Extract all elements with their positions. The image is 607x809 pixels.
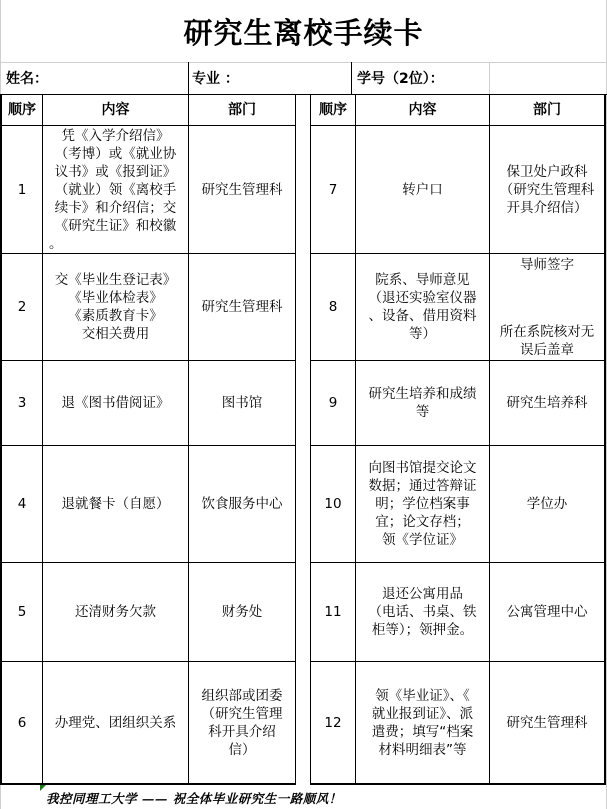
header-content-left: 内容 xyxy=(101,102,130,118)
row-9-content-line: 研究生培养和成绩 xyxy=(368,386,477,402)
row-2-content-line: 交《毕业生登记表》 xyxy=(54,272,177,288)
header-dept-left: 部门 xyxy=(228,102,256,118)
row-8-content-line: 院系、导师意见 xyxy=(375,272,470,288)
row-2-content-line: 交相关费用 xyxy=(81,326,150,342)
row-10-content-line: 数据；通过答辩证 xyxy=(368,478,477,494)
row-6-dept xyxy=(189,662,295,783)
name-label: 姓名： xyxy=(6,71,48,87)
row-12-content xyxy=(356,662,489,783)
row-5-dept: 财务处 xyxy=(221,604,263,620)
row-12-content-line: 材料明细表”等 xyxy=(378,741,467,758)
row-2-dept: 研究生管理科 xyxy=(201,299,283,315)
row-8-dept-line: 误后盖章 xyxy=(520,342,574,358)
row-1-dept: 研究生管理科 xyxy=(201,181,283,198)
row-8-content-line: （退还实验室仪器 xyxy=(368,290,477,306)
row-12-dept: 研究生管理科 xyxy=(506,714,588,731)
row-2-content-line: 《毕业体检表》 xyxy=(68,290,163,306)
row-6-content: 办理党、团组织关系 xyxy=(54,714,177,731)
student-id-label: 学号（2位）： xyxy=(357,71,444,87)
row-7-dept-line: 保卫处户政科 xyxy=(506,163,588,180)
row-8-dept-line: 所在系院核对无 xyxy=(499,324,595,340)
row-2-content-line: 《素质教育卡》 xyxy=(68,308,163,324)
row-11-content-line: 退还公寓用品 xyxy=(382,586,463,602)
header-dept-right: 部门 xyxy=(533,102,561,118)
header-seq-right: 顺序 xyxy=(319,102,347,118)
row-1-content xyxy=(43,126,188,253)
row-9-content xyxy=(356,361,489,445)
row-11-dept: 公寓管理中心 xyxy=(506,604,588,620)
row-6-dept-line: 信） xyxy=(228,741,256,758)
row-1-content-line: 续卡》和介绍信；交 xyxy=(54,199,177,216)
row-10-content xyxy=(356,446,489,562)
row-5-content: 还清财务欠款 xyxy=(75,604,156,620)
row-10-seq: 10 xyxy=(324,496,342,512)
row-1-content-line: 凭《入学介绍信》 xyxy=(61,127,170,144)
row-8-content-line: 等） xyxy=(409,326,436,342)
gridline xyxy=(295,94,296,784)
row-6-dept-line: 组织部或团委 xyxy=(201,687,283,704)
faint-gridline xyxy=(0,62,607,63)
row-8-dept-bottom xyxy=(490,322,604,360)
row-11-content xyxy=(356,563,489,661)
row-7-content: 转户口 xyxy=(402,181,443,198)
row-8-seq: 8 xyxy=(328,299,338,315)
row-10-content-line: 宜；论文存档； xyxy=(375,514,470,530)
row-11-content-line: （电话、书桌、铁 xyxy=(368,604,477,620)
row-12-content-line: 遣费；填写“档案 xyxy=(371,723,474,740)
name-field[interactable] xyxy=(6,62,52,94)
major-label: 专业 ： xyxy=(192,71,239,87)
row-1-content-line: （考博）或《就业协 xyxy=(54,145,177,162)
row-4-dept: 饮食服务中心 xyxy=(201,496,283,512)
row-3-content: 退《图书借阅证》 xyxy=(61,395,170,411)
row-10-content-line: 向图书馆提交论文 xyxy=(368,460,477,476)
row-8-dept-top: 导师签字 xyxy=(520,257,574,273)
row-1-content-line: 议书》或《报到证》 xyxy=(54,163,177,180)
student-id-field[interactable] xyxy=(357,62,448,94)
row-3-dept: 图书馆 xyxy=(221,395,263,411)
row-9-seq: 9 xyxy=(328,395,338,411)
major-field[interactable] xyxy=(192,62,243,94)
row-6-dept-line: 科开具介绍 xyxy=(208,723,276,740)
gridline xyxy=(188,62,189,95)
row-8-content-line: 、设备、借用资料 xyxy=(368,308,477,324)
gridline xyxy=(351,62,352,95)
page-title: 研究生离校手续卡 xyxy=(183,15,424,50)
row-12-content-line: 就业报到证》、派 xyxy=(371,705,474,722)
header-seq-left: 顺序 xyxy=(8,102,36,118)
row-4-seq: 4 xyxy=(17,496,27,512)
row-10-content-line: 领《学位证》 xyxy=(382,532,463,548)
row-7-dept-line: （研究生管理科 xyxy=(499,181,595,198)
row-1-seq: 1 xyxy=(17,181,27,198)
row-12-seq: 12 xyxy=(324,714,342,731)
footer-slogan: 我控同理工大学 —— 祝全体毕业研究生一路顺风！ xyxy=(46,791,342,806)
row-7-seq: 7 xyxy=(328,181,338,198)
row-10-dept: 学位办 xyxy=(526,496,568,512)
row-4-content: 退就餐卡（自愿） xyxy=(61,496,170,512)
row-5-seq: 5 xyxy=(17,604,27,620)
gridline xyxy=(310,783,606,785)
row-12-content-line: 领《毕业证》、《 xyxy=(375,687,470,704)
row-2-content xyxy=(43,254,188,360)
row-11-content-line: 柜等）；领押金。 xyxy=(371,622,474,638)
row-3-seq: 3 xyxy=(17,395,27,411)
row-9-content-line: 等 xyxy=(415,404,430,420)
row-1-content-line: （就业）领《离校手 xyxy=(54,181,177,198)
header-content-right: 内容 xyxy=(408,102,437,118)
row-9-dept: 研究生培养科 xyxy=(506,395,588,411)
row-7-dept-line: 开具介绍信） xyxy=(506,199,588,216)
row-7-dept xyxy=(490,126,604,253)
row-2-seq: 2 xyxy=(17,299,27,315)
row-11-seq: 11 xyxy=(324,604,342,620)
gridline xyxy=(604,94,606,784)
row-8-content xyxy=(356,254,489,360)
row-1-content-line: 《研究生证》和校徽 xyxy=(54,217,177,234)
row-6-seq: 6 xyxy=(17,714,27,731)
row-6-dept-line: （研究生管理 xyxy=(201,705,283,722)
row-10-content-line: 明；学位档案事 xyxy=(375,496,470,512)
faint-gridline xyxy=(489,62,490,95)
row-1-content-line: 。 xyxy=(49,235,63,252)
